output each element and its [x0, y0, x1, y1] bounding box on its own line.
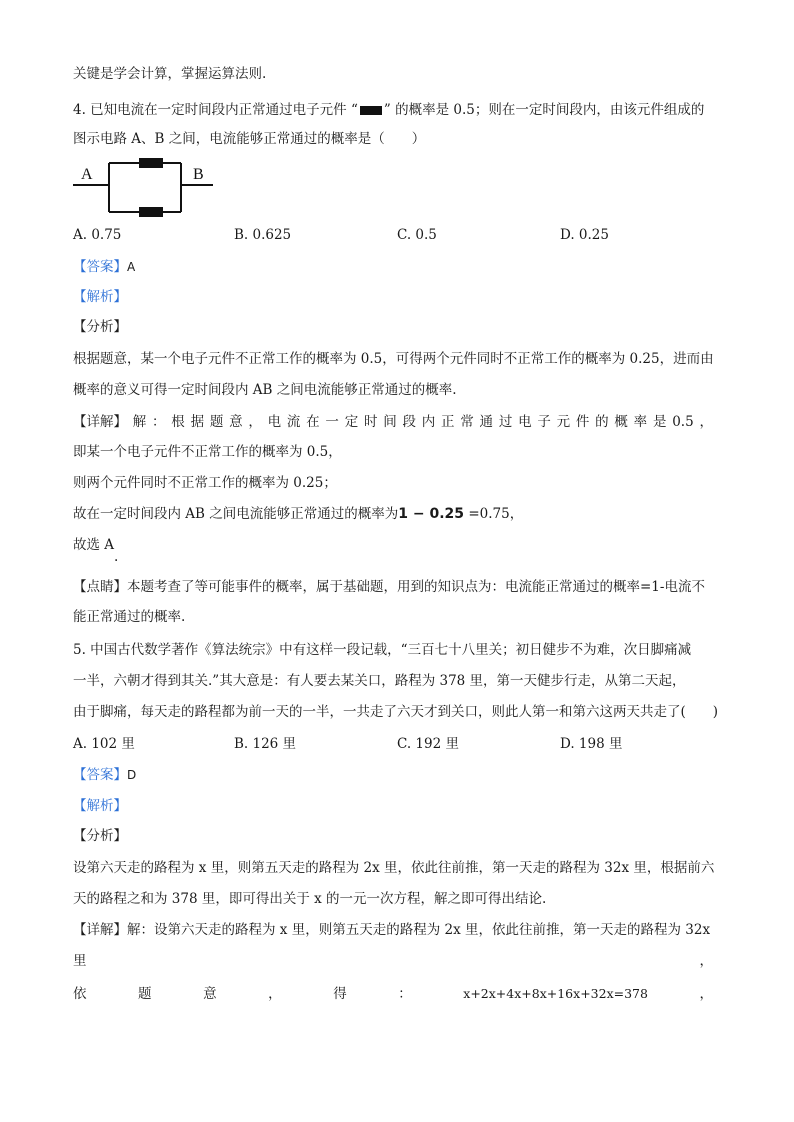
detail-word: 根 — [171, 414, 185, 430]
q4-fenxi-tag: 【分析】 — [73, 319, 127, 335]
detail-tag: 【详解】 — [73, 414, 127, 430]
detail-word: 率 — [633, 414, 648, 430]
circuit-label-a: A — [81, 166, 93, 183]
detail-word: 意 — [229, 414, 243, 430]
circuit-diagram — [73, 155, 218, 219]
detail-word: 题 — [138, 986, 152, 1002]
detail-word: 0.5 — [672, 414, 694, 430]
detail-word: ， — [699, 414, 713, 430]
detail-word: 段 — [402, 414, 416, 430]
detail-choice: 故选 A — [73, 537, 115, 553]
detail-word: ： — [398, 986, 412, 1002]
answer-value: A — [127, 260, 136, 274]
q5-answer — [73, 766, 136, 784]
q4-option-d: D. 0.25 — [560, 227, 609, 243]
detail-word: 电 — [518, 414, 532, 430]
comment-text: 本题考查了等可能事件的概率，属于基础题，用到的知识点为：电流能正常通过的概率=1-电流不 — [127, 579, 705, 595]
formula: 1 − 0.25 — [398, 506, 465, 522]
detail-word: ， — [248, 414, 262, 430]
q4-stem-line1 — [73, 101, 704, 119]
intro-line: 关键是学会计算，掌握运算法则. — [73, 66, 267, 82]
detail-word: 解 — [132, 414, 147, 430]
detail-word: 题 — [209, 414, 224, 430]
answer-tag: 【答案】 — [73, 767, 127, 783]
detail-text-end: =0.75， — [464, 506, 524, 522]
resistor-bottom — [139, 207, 163, 217]
q5-option-b: B. 126 里 — [234, 736, 297, 752]
q4-comment-line1 — [73, 578, 705, 596]
detail-word: 间 — [383, 414, 397, 430]
q5-detail-line1 — [73, 921, 710, 939]
detail-word: ， — [268, 986, 282, 1002]
answer-value: D — [127, 768, 137, 782]
detail-word: 定 — [344, 414, 359, 430]
q4-detail-line2: 即某一个电子元件不正常工作的概率为 0.5， — [73, 444, 342, 460]
q4-fenxi-line1: 根据题意，某一个电子元件不正常工作的概率为 0.5，可得两个元件同时不正常工作的概率为 0.25，进而由 — [73, 351, 714, 367]
equation: x+2x+4x+8x+16x+32x=378 — [463, 986, 648, 1001]
detail-word: 通 — [479, 414, 494, 430]
detail-word: 里 — [73, 953, 87, 969]
q4-answer — [73, 258, 135, 276]
detail-word: 的 — [595, 414, 609, 430]
q4-analysis-tag: 【解析】 — [73, 289, 127, 305]
detail-word: 概 — [614, 414, 628, 430]
detail-word: 意 — [203, 986, 217, 1002]
resistor-top — [139, 158, 163, 168]
q5-stem-line3: 由于脚痛，每天走的路程都为前一天的一半，一共走了六天才到关口，则此人第一和第六这两天共走了( ) — [73, 704, 719, 720]
component-symbol — [360, 106, 382, 115]
detail-word: 依 — [73, 986, 87, 1002]
detail-word: 子 — [537, 414, 551, 430]
detail-word: 正 — [441, 414, 455, 430]
q4-stem-part2: ” 的概率是 0.5；则在一定时间段内，由该元件组成的 — [383, 102, 705, 118]
q4-option-c: C. 0.5 — [397, 227, 437, 243]
q5-option-a: A. 102 里 — [73, 736, 135, 752]
q4-option-a: A. 0.75 — [73, 227, 122, 243]
q5-fenxi-tag: 【分析】 — [73, 828, 127, 844]
answer-tag: 【答案】 — [73, 259, 127, 275]
detail-tag: 【详解】 — [73, 922, 127, 938]
detail-word: 一 — [325, 414, 339, 430]
q5-option-d: D. 198 里 — [560, 736, 623, 752]
q4-comment-line2: 能正常通过的概率. — [73, 609, 186, 625]
comment-tag: 【点睛】 — [73, 579, 127, 595]
q4-detail-line4 — [73, 505, 523, 523]
detail-word: 电 — [267, 414, 282, 430]
q4-stem-part1: 4. 已知电流在一定时间段内正常通过电子元件 “ — [73, 102, 358, 118]
q5-fenxi-line1: 设第六天走的路程为 x 里，则第五天走的路程为 2x 里，依此往前推，第一天走的路程为 32x 里，根据前六 — [73, 860, 715, 876]
circuit-label-b: B — [193, 166, 204, 183]
detail-word: 得 — [333, 986, 347, 1002]
q4-fenxi-line2: 概率的意义可得一定时间段内 AB 之间电流能够正常通过的概率. — [73, 382, 457, 398]
q5-stem-line2: 一半，六朝才得到其关.”其大意是：有人要去某关口，路程为 378 里，第一天健步行走，从第二天起， — [73, 673, 686, 689]
q4-option-b: B. 0.625 — [234, 227, 292, 243]
detail-word: 常 — [460, 414, 474, 430]
detail-word: ： — [152, 414, 166, 430]
detail-word: 内 — [421, 414, 436, 430]
detail-word: 时 — [363, 414, 378, 430]
detail-text: 解：设第六天走的路程为 x 里，则第五天走的路程为 2x 里，依此往前推，第一天走的路程为 32x — [127, 922, 711, 938]
detail-word: 流 — [286, 414, 301, 430]
detail-word: 过 — [498, 414, 513, 430]
q4-detail-line5 — [73, 536, 119, 565]
q5-analysis-tag: 【解析】 — [73, 798, 127, 814]
q4-detail-line1 — [73, 413, 713, 431]
q5-fenxi-line2: 天的路程之和为 378 里，即可得出关于 x 的一元一次方程，解之即可得出结论. — [73, 891, 547, 907]
detail-word: ， — [699, 953, 713, 969]
q5-stem-line1: 5. 中国古代数学著作《算法统宗》中有这样一段记载，“三百七十八里关；初日健步不为难，次日脚痛减 — [73, 642, 692, 658]
detail-period: . — [114, 549, 119, 565]
q5-detail-line2 — [73, 952, 713, 970]
q4-detail-line3: 则两个元件同时不正常工作的概率为 0.25； — [73, 475, 337, 491]
detail-word: ， — [699, 986, 713, 1002]
detail-word: 是 — [652, 414, 667, 430]
q5-detail-line3 — [73, 985, 713, 1003]
detail-word: 据 — [190, 414, 205, 430]
q4-stem-line2: 图示电路 A、B 之间，电流能够正常通过的概率是（ ） — [73, 131, 426, 147]
detail-text: 故在一定时间段内 AB 之间电流能够正常通过的概率为 — [73, 506, 399, 522]
q5-option-c: C. 192 里 — [397, 736, 459, 752]
detail-word: 元 — [556, 414, 571, 430]
detail-word: 件 — [575, 414, 590, 430]
detail-word: 在 — [306, 414, 320, 430]
